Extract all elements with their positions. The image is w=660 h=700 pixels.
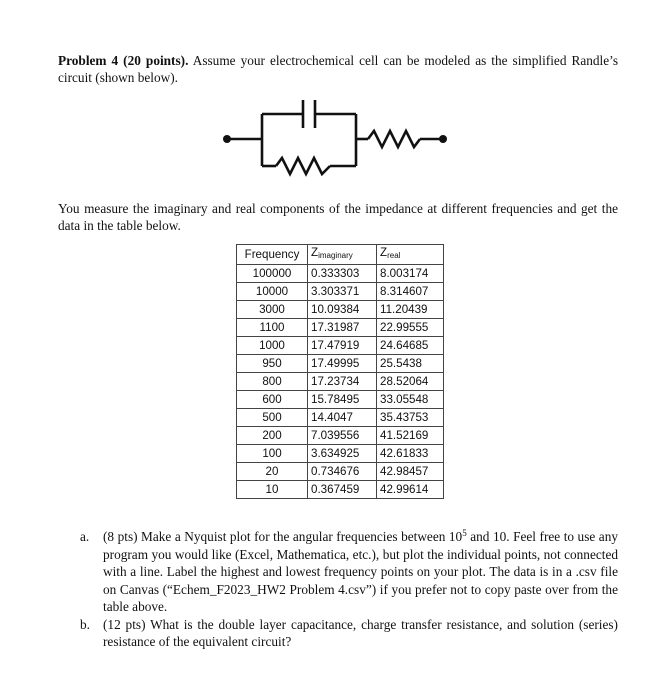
- table-row: [237, 319, 444, 337]
- question-b-marker: b.: [80, 616, 90, 632]
- cell-frequency: 800: [237, 373, 308, 391]
- cell-z-imaginary: 3.303371: [308, 283, 377, 301]
- cell-frequency: 500: [237, 409, 308, 427]
- cell-frequency: 950: [237, 355, 308, 373]
- cell-z-imaginary: 17.31987: [308, 319, 377, 337]
- cell-z-imaginary: 10.09384: [308, 301, 377, 319]
- cell-z-real: 42.99614: [377, 481, 444, 499]
- header-z-imaginary-subscript: imaginary: [318, 251, 353, 260]
- impedance-data-table: [236, 244, 444, 499]
- cell-frequency: 1100: [237, 319, 308, 337]
- question-b-text: (12 pts) What is the double layer capacitance, charge transfer resistance, and solution (series) resistance of the equivalent circuit?: [103, 616, 618, 649]
- right-terminal: [439, 135, 447, 143]
- question-a-text-after: and 10. Feel free to use any program you would like (Excel, Mathematica, etc.), but plot the individual points, not connected with a line. Label the highest and lowest frequency points on your plot. The data is in a .csv file on Canvas (“Echem_F2023_HW2 Problem 4.csv”) if you prefer not to copy paste over from the table above.: [103, 529, 618, 614]
- table-row: [237, 373, 444, 391]
- cell-z-real: 22.99555: [377, 319, 444, 337]
- left-terminal: [223, 135, 231, 143]
- header-z-real: [377, 245, 444, 265]
- cell-frequency: 600: [237, 391, 308, 409]
- cell-z-real: 8.314607: [377, 283, 444, 301]
- cell-z-real: 41.52169: [377, 427, 444, 445]
- problem-heading: Problem 4 (20 points).: [58, 53, 189, 68]
- table-row: [237, 481, 444, 499]
- cell-frequency: 200: [237, 427, 308, 445]
- table-row: [237, 427, 444, 445]
- table-row: [237, 463, 444, 481]
- cell-frequency: 20: [237, 463, 308, 481]
- cell-z-imaginary: 0.734676: [308, 463, 377, 481]
- problem-statement: [58, 52, 618, 86]
- question-a-text-before: (8 pts) Make a Nyquist plot for the angular frequencies between 10: [103, 529, 463, 544]
- cell-z-imaginary: 17.49995: [308, 355, 377, 373]
- cell-z-imaginary: 15.78495: [308, 391, 377, 409]
- cell-frequency: 1000: [237, 337, 308, 355]
- cell-z-real: 42.61833: [377, 445, 444, 463]
- question-a-exponent: 5: [462, 528, 467, 538]
- solution-resistor: [368, 131, 420, 147]
- table-row: [237, 409, 444, 427]
- cell-z-imaginary: 0.333303: [308, 265, 377, 283]
- cell-z-imaginary: 17.47919: [308, 337, 377, 355]
- table-row: [237, 265, 444, 283]
- cell-z-real: 28.52064: [377, 373, 444, 391]
- cell-frequency: 100000: [237, 265, 308, 283]
- question-b: [58, 616, 618, 651]
- cell-z-imaginary: 0.367459: [308, 481, 377, 499]
- cell-frequency: 100: [237, 445, 308, 463]
- header-z-real-subscript: real: [387, 251, 401, 260]
- question-a: [58, 528, 618, 616]
- header-frequency: Frequency: [237, 245, 308, 265]
- cell-frequency: 3000: [237, 301, 308, 319]
- cell-z-real: 11.20439: [377, 301, 444, 319]
- randles-circuit-diagram: [200, 92, 460, 187]
- question-a-marker: a.: [80, 529, 90, 544]
- measurement-paragraph: You measure the imaginary and real components of the impedance at different frequencies and get the data in the table below.: [58, 201, 618, 233]
- cell-z-imaginary: 3.634925: [308, 445, 377, 463]
- table-row: [237, 283, 444, 301]
- cell-z-real: 35.43753: [377, 409, 444, 427]
- charge-transfer-resistor: [276, 158, 330, 174]
- table-row: [237, 301, 444, 319]
- cell-z-real: 24.64685: [377, 337, 444, 355]
- problem-intro: Assume your electrochemical cell can be modeled as the simplified Randle’s circuit (shown below).: [58, 53, 619, 85]
- cell-z-real: 25.5438: [377, 355, 444, 373]
- table-row: [237, 445, 444, 463]
- cell-z-imaginary: 7.039556: [308, 427, 377, 445]
- table-row: [237, 355, 444, 373]
- header-z-imaginary-symbol: Z: [311, 246, 319, 259]
- cell-z-imaginary: 14.4047: [308, 409, 377, 427]
- table-row: [237, 391, 444, 409]
- cell-z-real: 33.05548: [377, 391, 444, 409]
- cell-z-real: 42.98457: [377, 463, 444, 481]
- question-list: [58, 528, 618, 651]
- header-z-imaginary: [308, 245, 377, 265]
- table-row: [237, 337, 444, 355]
- table-header-row: [237, 245, 444, 265]
- cell-frequency: 10000: [237, 283, 308, 301]
- header-z-real-symbol: Z: [380, 246, 388, 259]
- cell-frequency: 10: [237, 481, 308, 499]
- cell-z-real: 8.003174: [377, 265, 444, 283]
- cell-z-imaginary: 17.23734: [308, 373, 377, 391]
